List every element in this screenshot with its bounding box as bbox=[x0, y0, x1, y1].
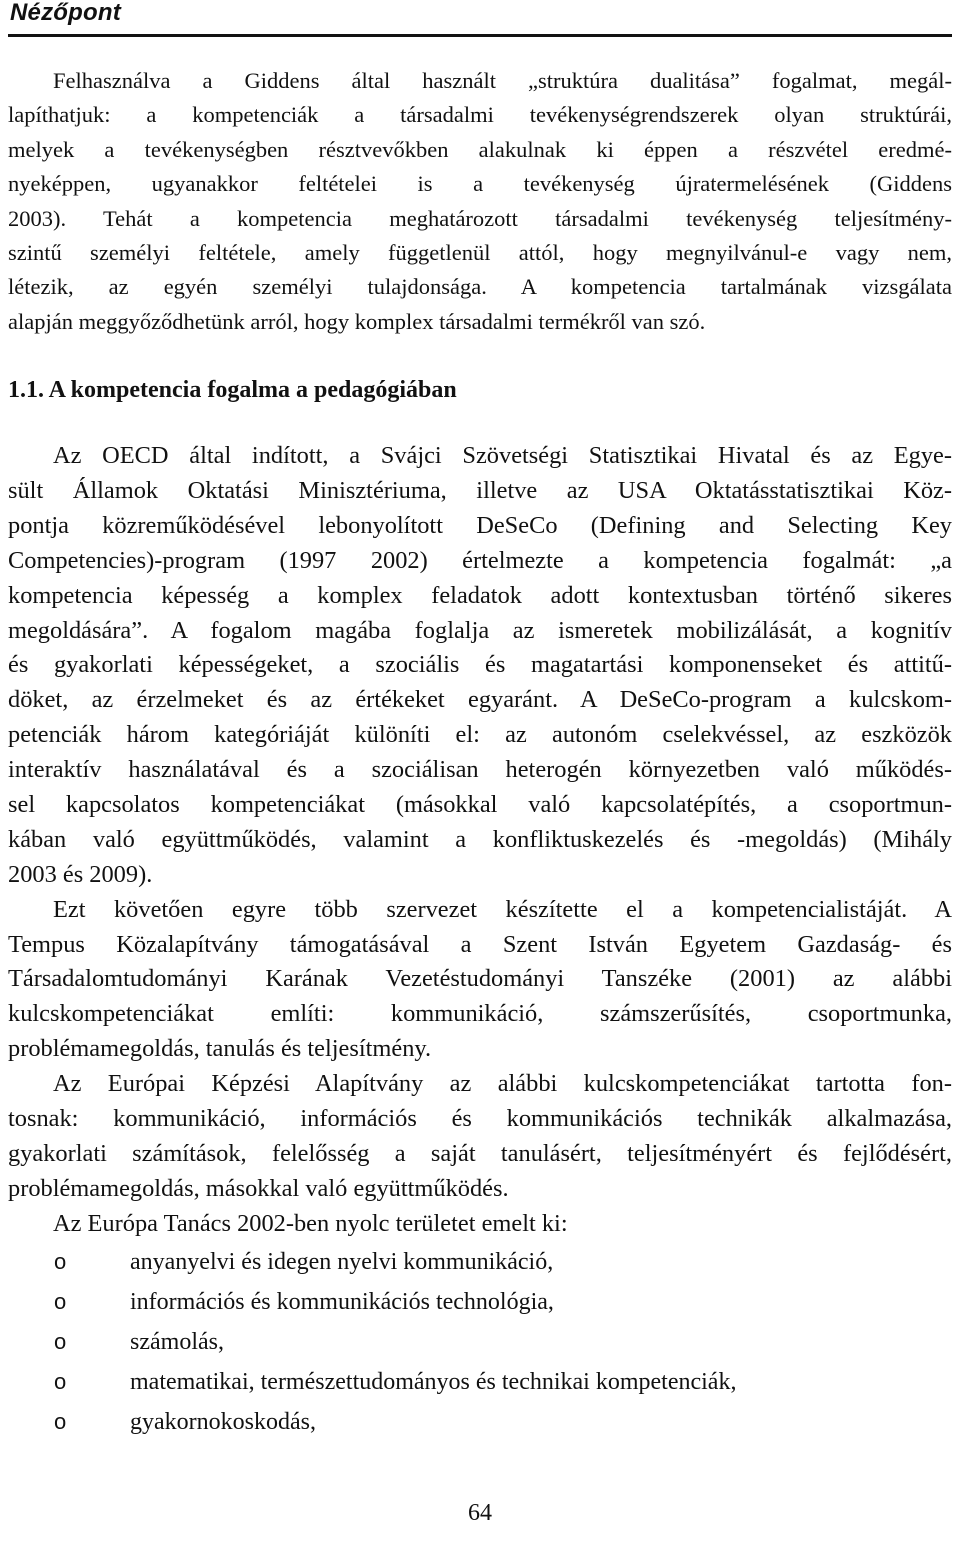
bullet-marker: o bbox=[54, 1288, 67, 1314]
text-line: kában való együttműködés, valamint a konfliktuskezelés és -megoldás) (Mihály bbox=[8, 825, 952, 853]
text-line: gyakorlati számítások, felelősség a saját tanulásért, teljesítményért és fejlődésért, bbox=[8, 1139, 952, 1167]
bullet-marker: o bbox=[54, 1248, 67, 1274]
list-item-text: matematikai, természettudományos és technikai kompetenciák, bbox=[130, 1368, 737, 1395]
paragraph-etf bbox=[8, 1067, 952, 1207]
list-item-text: információs és kommunikációs technológia, bbox=[130, 1288, 554, 1315]
list-item-text: gyakornokoskodás, bbox=[130, 1408, 316, 1435]
text-line: Társadalomtudományi Karának Vezetéstudományi Tanszéke (2001) az alábbi bbox=[8, 965, 952, 993]
text-line: Competencies)-program (1997 2002) értelmezte a kompetencia fogalmát: „a bbox=[8, 546, 952, 574]
header-title: Nézőpont bbox=[10, 0, 121, 26]
text-line: szintű személyi feltétele, amely függetlenül attól, hogy megnyilvánul-e vagy nem, bbox=[8, 239, 952, 265]
text-line: problémamegoldás, tanulás és teljesítmény. bbox=[8, 1035, 432, 1063]
paragraph-council bbox=[8, 1207, 952, 1242]
text-line: sült Államok Oktatási Minisztériuma, illetve az USA Oktatásstatisztikai Köz- bbox=[8, 477, 952, 505]
text-line: 2003). Tehát a kompetencia meghatározott társadalmi tevékenység teljesítmény- bbox=[8, 205, 952, 231]
text-line: tosnak: kommunikáció, információs és kommunikációs technikák alkalmazása, bbox=[8, 1105, 952, 1133]
text-line: problémamegoldás, másokkal való együttműködés. bbox=[8, 1174, 509, 1202]
text-line: Felhasználva a Giddens által használt „struktúra dualitása” fogalmat, megál- bbox=[53, 68, 952, 93]
list-item bbox=[8, 1242, 952, 1282]
text-line: petenciák három kategóriáját különíti el: az autonóm cselekvéssel, az eszközök bbox=[8, 721, 952, 749]
text-line: kompetencia képesség a komplex feladatok adott kontextusban történő sikeres bbox=[8, 581, 952, 609]
text-line: Az Európa Tanács 2002-ben nyolc területet emelt ki: bbox=[53, 1209, 568, 1237]
text-line: lapíthatjuk: a kompetenciák a társadalmi tevékenységrendszerek olyan struktúrái, bbox=[8, 102, 952, 128]
bullet-marker: o bbox=[54, 1328, 67, 1354]
list-item-text: számolás, bbox=[130, 1328, 224, 1355]
text-line: nyeképpen, ugyanakkor feltételei is a tevékenység újratermelésének (Giddens bbox=[8, 171, 952, 197]
text-line: pontja közreműködésével lebonyolított DeSeCo (Defining and Selecting Key bbox=[8, 511, 952, 539]
text-line: sel kapcsolatos kompetenciákat (másokkal való kapcsolatépítés, a csoportmun- bbox=[8, 791, 952, 819]
paragraph-tempus bbox=[8, 893, 952, 1067]
text-line: kulcskompetenciákat említi: kommunikáció, számszerűsítés, csoportmunka, bbox=[8, 1000, 952, 1028]
text-line: Az OECD által indított, a Svájci Szövetségi Statisztikai Hivatal és az Egye- bbox=[53, 442, 952, 470]
list-item-text: anyanyelvi és idegen nyelvi kommunikáció, bbox=[130, 1248, 554, 1275]
text-line: Ezt követően egyre több szervezet készítette el a kompetencialistáját. A bbox=[53, 895, 952, 923]
bullet-marker: o bbox=[54, 1408, 67, 1434]
text-line: 2003 és 2009). bbox=[8, 860, 153, 888]
list-item bbox=[8, 1282, 952, 1322]
bullet-marker: o bbox=[54, 1368, 67, 1394]
text-line: létezik, az egyén személyi tulajdonsága. A kompetencia tartalmának vizsgálata bbox=[8, 274, 952, 300]
paragraph-giddens bbox=[8, 64, 952, 339]
running-header bbox=[8, 0, 952, 37]
page-content bbox=[8, 64, 952, 1442]
text-line: Az Európai Képzési Alapítvány az alábbi kulcskompetenciákat tartotta fon- bbox=[53, 1070, 952, 1098]
list-item bbox=[8, 1402, 952, 1442]
text-line: Tempus Közalapítvány támogatásával a Szent István Egyetem Gazdaság- és bbox=[8, 930, 952, 958]
section-heading: 1.1. A kompetencia fogalma a pedagógiában bbox=[8, 377, 457, 404]
text-line: döket, az érzelmeket és az értékeket egyaránt. A DeSeCo-program a kulcskom- bbox=[8, 686, 952, 714]
list-item bbox=[8, 1362, 952, 1402]
text-line: és gyakorlati képességeket, a szociális és magatartási komponenseket és attitű- bbox=[8, 651, 952, 679]
list-item bbox=[8, 1322, 952, 1362]
paragraph-deseco bbox=[8, 439, 952, 893]
text-line: interaktív használatával és a szociálisan heterogén környezetben való működés- bbox=[8, 756, 952, 784]
text-line: melyek a tevékenységben résztvevőkben alakulnak ki éppen a részvétel eredmé- bbox=[8, 136, 952, 162]
text-line: megoldására”. A fogalom magába foglalja az ismeretek mobilizálását, a kognitív bbox=[8, 616, 952, 644]
page-number: 64 bbox=[468, 1500, 492, 1526]
competence-list bbox=[8, 1242, 952, 1442]
text-line: alapján meggyőződhetünk arról, hogy komplex társadalmi termékről van szó. bbox=[8, 308, 706, 334]
